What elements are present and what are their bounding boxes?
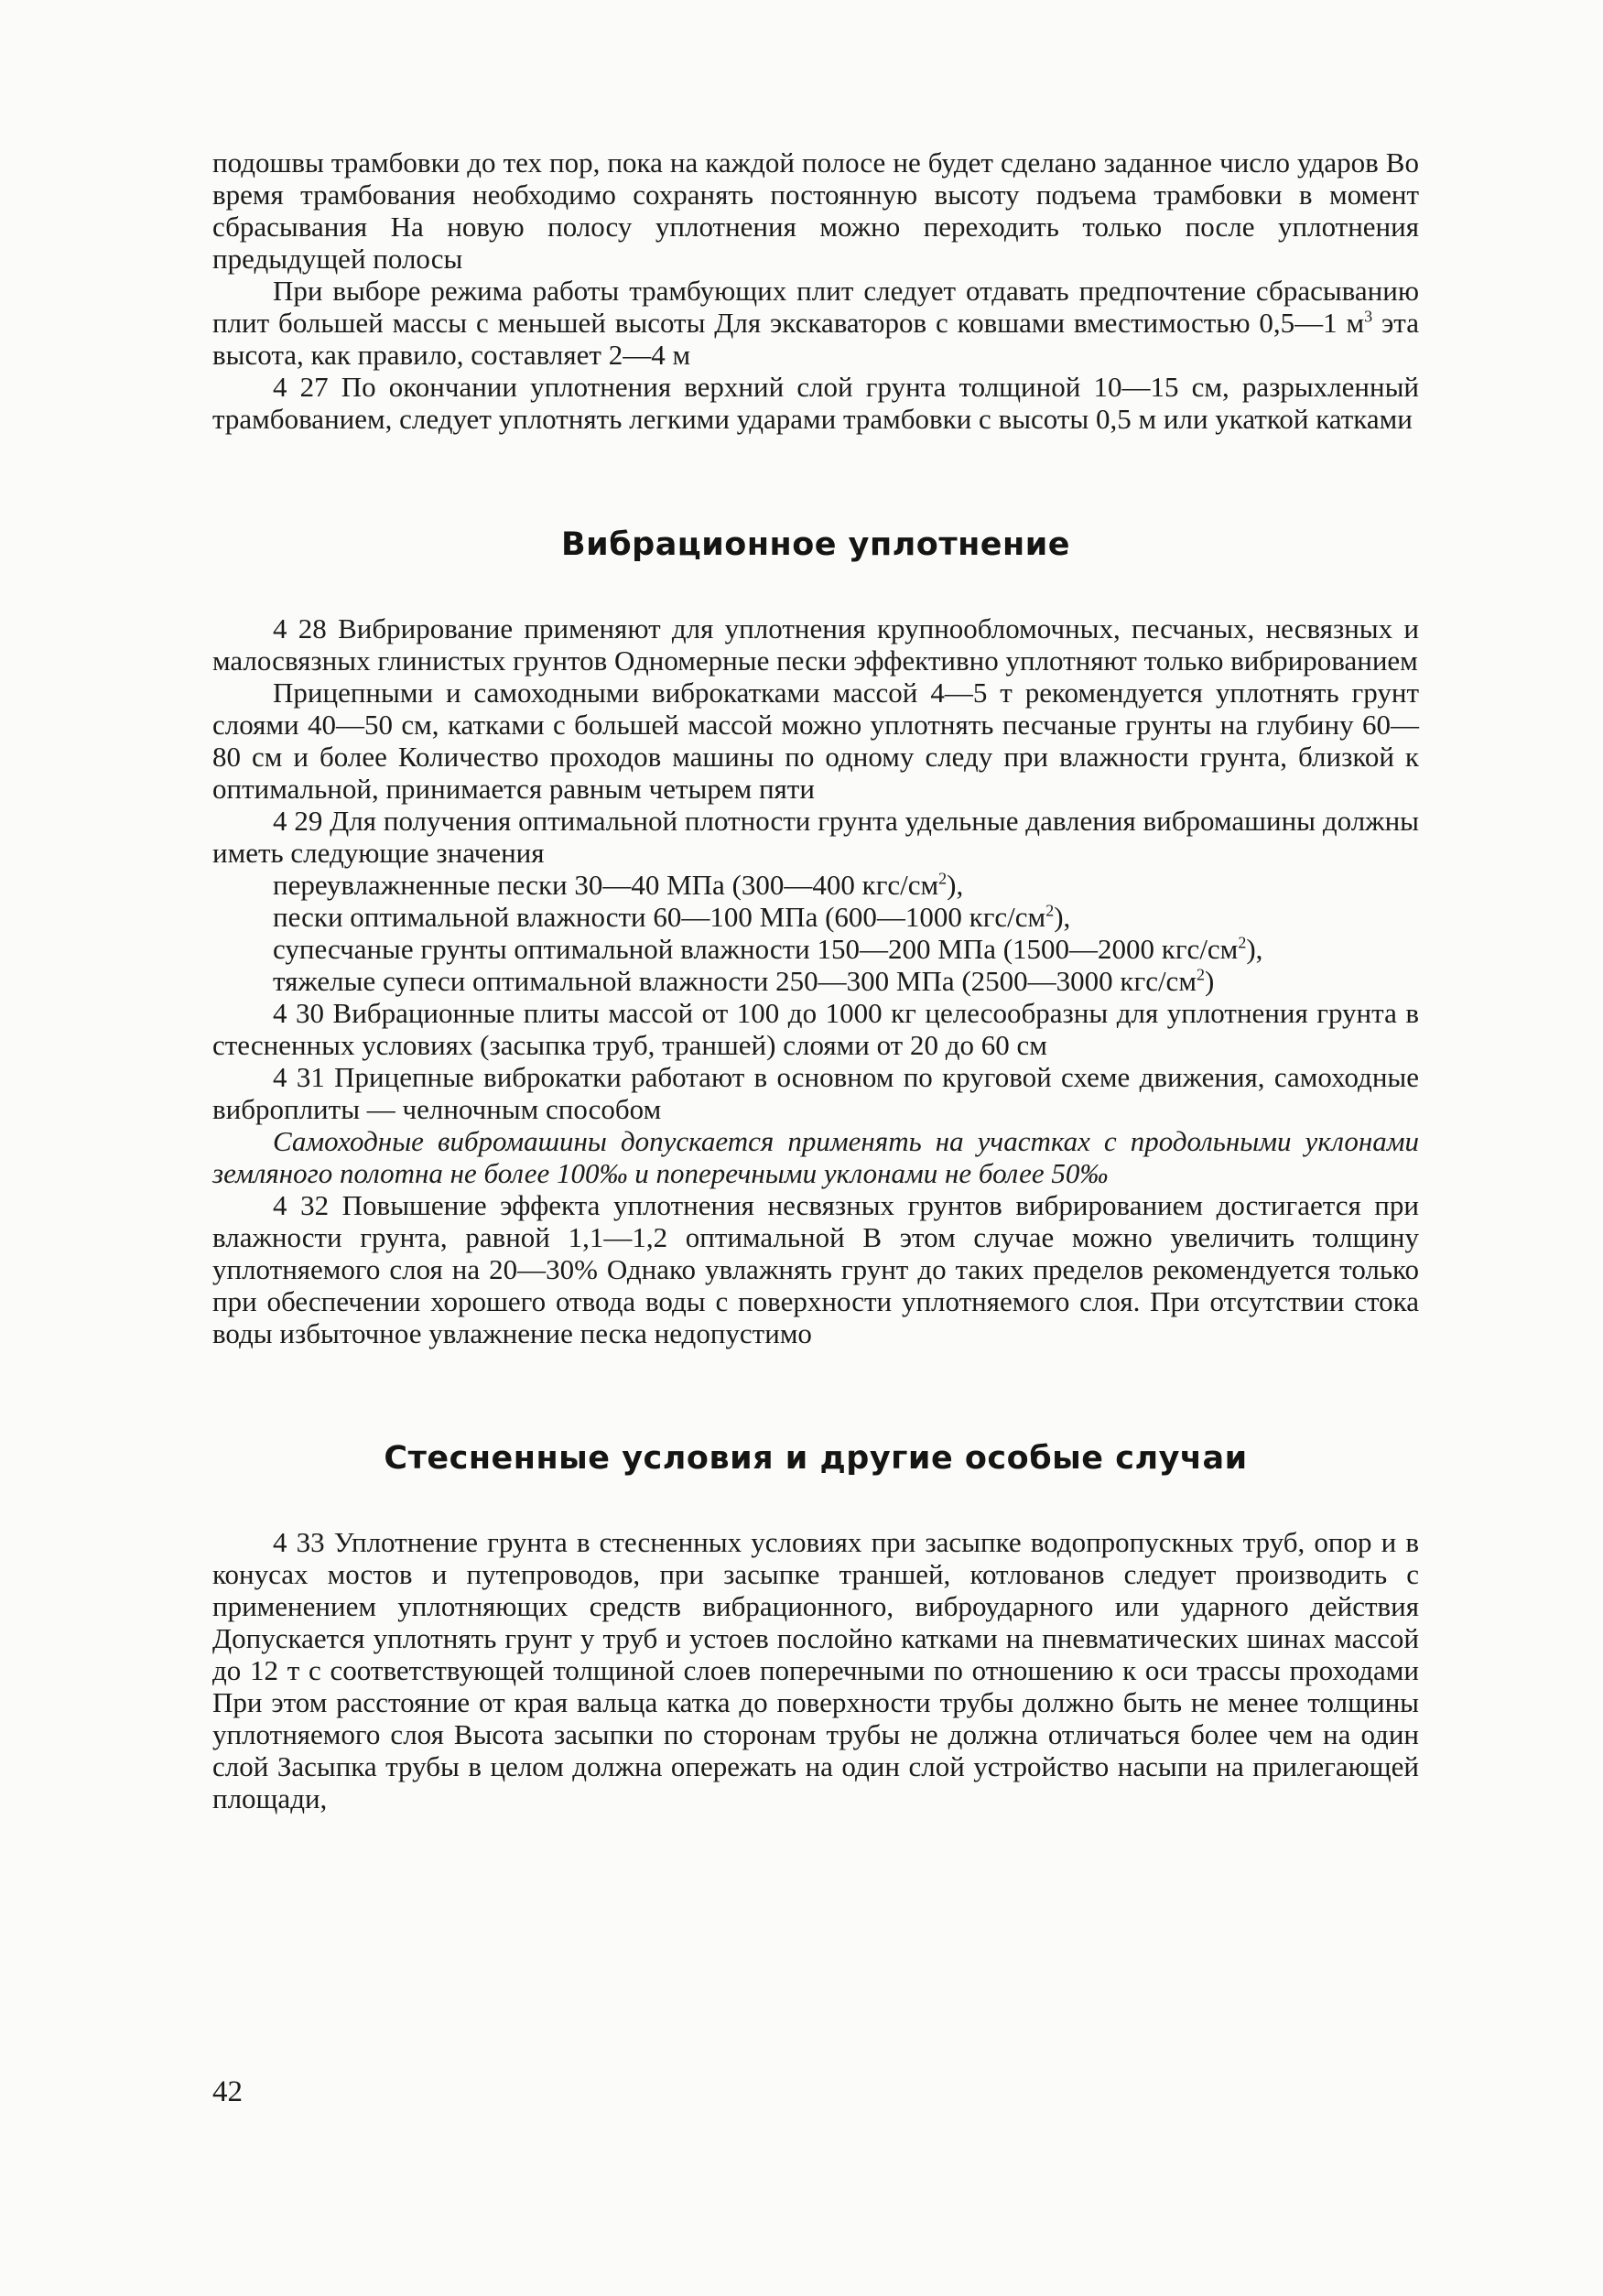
page-number: 42 <box>212 2075 243 2108</box>
list-item-overmoist-sand-text: переувлажненные пески 30—40 МПа (300—400 кгс/см <box>273 869 939 901</box>
list-item-optimal-sand-text: пески оптимальной влажности 60—100 МПа (600—1000 кгс/см <box>273 901 1046 933</box>
superscript-square: 2 <box>1196 965 1205 984</box>
superscript-square: 2 <box>1045 901 1055 920</box>
superscript-cube: 3 <box>1364 307 1373 326</box>
paragraph-4-33: 4 33 Уплотнение грунта в стесненных условиях при засыпке водопропускных труб, опор и в конусах мостов и путепроводов, при засыпке траншей, котлованов следует производить с применением уплотняющих средств вибрационного, виброударного или ударного действия Допускается уплотнять грунт у труб и устоев послойно катками на пневматических шинах массой до 12 т с соответствующей толщиной слоев поперечными по отношению к оси трассы проходами При этом расстояние от края вальца катка до поверхности трубы должно быть не менее толщины уплотняемого слоя Высота засыпки по сторонам трубы не должна отличаться более чем на один слой Засыпка трубы в целом должна опережать на один слой устройство насыпи на прилегающей площади, <box>212 1526 1419 1814</box>
list-item-heavy-sandy-loam-end: ) <box>1204 965 1215 997</box>
paragraph-continuation: подошвы трамбовки до тех пор, пока на каждой полосе не будет сделано заданное число ударов Во время трамбования необходимо сохранять постоянную высоту подъема трамбовки в момент сбрасывания На новую полосу уплотнения можно переходить только после уплотнения предыдущей полосы <box>212 146 1419 275</box>
list-item-overmoist-sand-end: ), <box>947 869 964 901</box>
heading-constrained-conditions: Стесненные условия и другие особые случаи <box>384 1440 1248 1477</box>
superscript-square: 2 <box>938 869 948 888</box>
paragraph-4-32: 4 32 Повышение эффекта уплотнения несвязных грунтов вибрированием достигается при влажности грунта, равной 1,1—1,2 оптимальной В этом случае можно увеличить толщину уплотняемого слоя на 20—30% Однако увлажнять грунт до таких пределов рекомендуется только при обеспечении хорошего отвода воды с поверхности уплотняемого слоя. При отсутствии стока воды избыточное увлажнение песка недопустимо <box>212 1189 1419 1349</box>
paragraph-4-31: 4 31 Прицепные виброкатки работают в основном по круговой схеме движения, самоходные виброплиты — челночным способом <box>212 1061 1419 1125</box>
list-item-optimal-sand <box>212 901 1419 933</box>
paragraph-4-27: 4 27 По окончании уплотнения верхний слой грунта толщиной 10—15 см, разрыхленный трамбованием, следует уплотнять легкими ударами трамбовки с высоты 0,5 м или укаткой катками <box>212 371 1419 435</box>
list-item-overmoist-sand <box>212 869 1419 901</box>
paragraph-plate-mode-text: При выборе режима работы трамбующих плит следует отдавать предпочтение сбрасыванию плит большей массы с меньшей высоты Для экскаваторов с ковшами вместимостью 0,5—1 м <box>212 275 1419 339</box>
list-item-heavy-sandy-loam <box>212 965 1419 997</box>
paragraph-4-29: 4 29 Для получения оптимальной плотности грунта удельные давления вибромашины должны иметь следующие значения <box>212 805 1419 869</box>
list-item-sandy-loam-soil-end: ), <box>1246 933 1263 965</box>
list-item-sandy-loam-soil <box>212 933 1419 965</box>
list-item-heavy-sandy-loam-text: тяжелые супеси оптимальной влажности 250—300 МПа (2500—3000 кгс/см <box>273 965 1197 997</box>
heading-vibration: Вибрационное уплотнение <box>561 526 1070 563</box>
paragraph-plate-mode-tail: эта высота, как правило, составляет 2—4 м <box>212 307 1419 371</box>
paragraph-4-28: 4 28 Вибрирование применяют для уплотнения крупнообломочных, песчаных, несвязных и малосвязных глинистых грунтов Одномерные пески эффективно уплотняют только вибрированием <box>212 612 1419 677</box>
list-item-sandy-loam-soil-text: супесчаные грунты оптимальной влажности 150—200 МПа (1500—2000 кгс/см <box>273 933 1239 965</box>
paragraph-trailed-rollers: Прицепными и самоходными виброкатками массой 4—5 т рекомендуется уплотнять грунт слоями 40—50 см, катками с большей массой можно уплотнять песчаные грунты на глубину 60—80 см и более Количество проходов машины по одному следу при влажности грунта, близкой к оптимальной, принимается равным четырем пяти <box>212 677 1419 805</box>
paragraph-plate-mode <box>212 275 1419 371</box>
paragraph-self-propelled: Самоходные вибромашины допускается применять на участках с продольными уклонами земляного полотна не более 100‰ и поперечными уклонами не более 50‰ <box>212 1125 1419 1189</box>
list-item-optimal-sand-end: ), <box>1054 901 1071 933</box>
superscript-square: 2 <box>1238 933 1247 952</box>
page-body <box>212 146 1419 1814</box>
paragraph-4-30: 4 30 Вибрационные плиты массой от 100 до 1000 кг целесообразны для уплотнения грунта в стесненных условиях (засыпка труб, траншей) слоями от 20 до 60 см <box>212 997 1419 1061</box>
